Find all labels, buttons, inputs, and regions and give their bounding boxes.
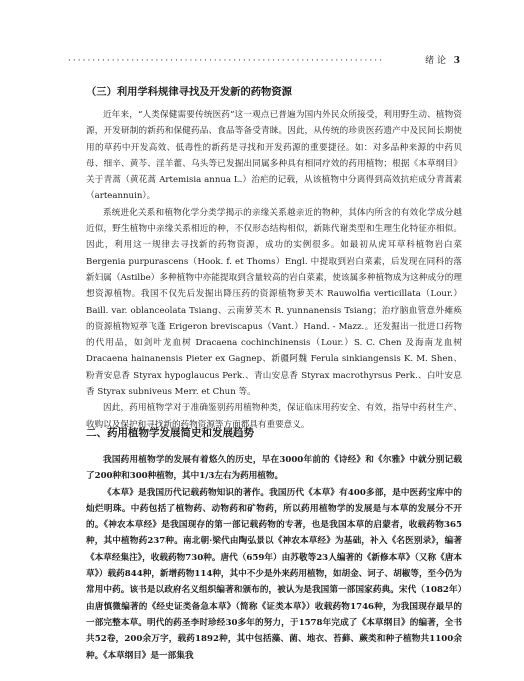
running-header [68,54,460,68]
header-chapter-title: 绪 论 [425,56,446,66]
header-dot-leader: ································································· [68,56,384,66]
paragraph: 《本草》是我国历代记载药物知识的著作。我国历代《本草》有400多部，是中医药宝库中的灿烂明珠。中药包括了植物药、动物药和矿物药，所以药用植物学的发展是与本草的发展分不开的。《神农本草经》是我国现存的第一部记载药物的专著，也是我国本草的启蒙者，收载药物365种，其中植物药237种。南北朝·梁代由陶弘景以《神农本草经》为基础，补入《名医别录》，编著《本草经集注》，收载药物730种。唐代（659年）由苏敬等23人编著的《新修本草》（又称《唐本草》）载药844种，新增药物114种，其中不少是外来药用植物，如胡金、诃子、胡椒等，至今仍为常用中药。该书是以政府名义组织编著和颁布的，被认为是我国第一部国家药典。宋代（1082年）由唐慎微编著的《经史证类备急本草》（简称《证类本草》）收载药物1746种，为我国现存最早的一部完整本草。明代的药圣李时珍经30多年的努力，于1578年完成了《本草纲目》的编著，全书共52卷，200余万字，载药1892种，其中包括藻、菌、地衣、苔藓、蕨类和种子植物共1100余种。《本草纲目》是一部集我 [86,487,462,661]
subsection-heading: （三）利用学科规律寻找及开发新的药物资源 [86,86,292,98]
page-number: 3 [453,56,460,66]
section-body [86,452,462,666]
section-heading: 二、药用植物学发展简史和发展趋势 [86,427,254,439]
paragraph: 我国药用植物学的发展有着悠久的历史，早在3000年前的《诗经》和《尔雅》中就分别记载了200种和300种植物，其中1/3左右为药用植物。 [86,455,462,482]
subsection-body [86,107,462,430]
paragraph: 因此，药用植物学对于准确鉴别药用植物种类，保证临床用药安全、有效，指导中药材生产、收购以及保护和寻找新的药物资源等方面都具有重要意义。 [86,403,462,430]
paragraph: 系统进化关系和植物化学分类学揭示的亲缘关系越亲近的物种，其体内所含的有效化学成分越近似，野生植物中亲缘关系相近的种，不仅形态结构相似，新陈代谢类型和生理生化特征亦相似。因此，利用这一规律去寻找新的药物资源，成功的实例很多。如最初从虎耳草科植物岩白菜 Bergenia purpurascens（Hook. f. et Thoms）Engl. 中提取到岩白菜素，后发现在同科的落新妇属（Astilbe）多种植物中亦能提取到含量较高的岩白菜素，使该属多种植物成为这种成分的理想资源植物。我国不仅先后发掘出降压药的资源植物萝芙木 Rauwolfia verticillata（Lour.）Baill. var. oblanceolata Tsiang、云南萝芙木 R. yunnanensis Tsiang；治疗脑血管意外瘫痪的资源植物短葶飞蓬 Erigeron breviscapus（Vant.）Hand. - Mazz.。还发掘出一批进口药物的代用品，如剑叶龙血树 Dracaena cochinchinensis（Lour.）S. C. Chen 及海南龙血树 Dracaena hainanensis Pieter ex Gagnep、新疆阿魏 Ferula sinkiangensis K. M. Shen、粉背安息香 Styrax hypoglaucus Perk.、青山安息香 Styrax macrothyrsus Perk.、白叶安息香 Styrax subniveus Merr. et Chun 等。 [86,207,462,398]
paragraph: 近年来，“人类保健需要传统医药”这一观点已普遍为国内外民众所接受，利用野生动、植物资源，开发研制的新药和保健药品、食品等备受青睐。因此，从传统的珍贵医药遗产中及民间长期使用的草药中开发高效、低毒性的新药是寻找和开发药源的重要捷径。如：对多品种来源的中药贝母、细辛、黄芩、淫羊藿、乌头等已发掘出同属多种具有相同疗效的药用植物；根据《本草纲目》关于青蒿（黄花蒿 Artemisia annua L.）治疟的记载，从该植物中分离得到高效抗疟成分青蒿素（arteannuin）。 [86,110,462,202]
